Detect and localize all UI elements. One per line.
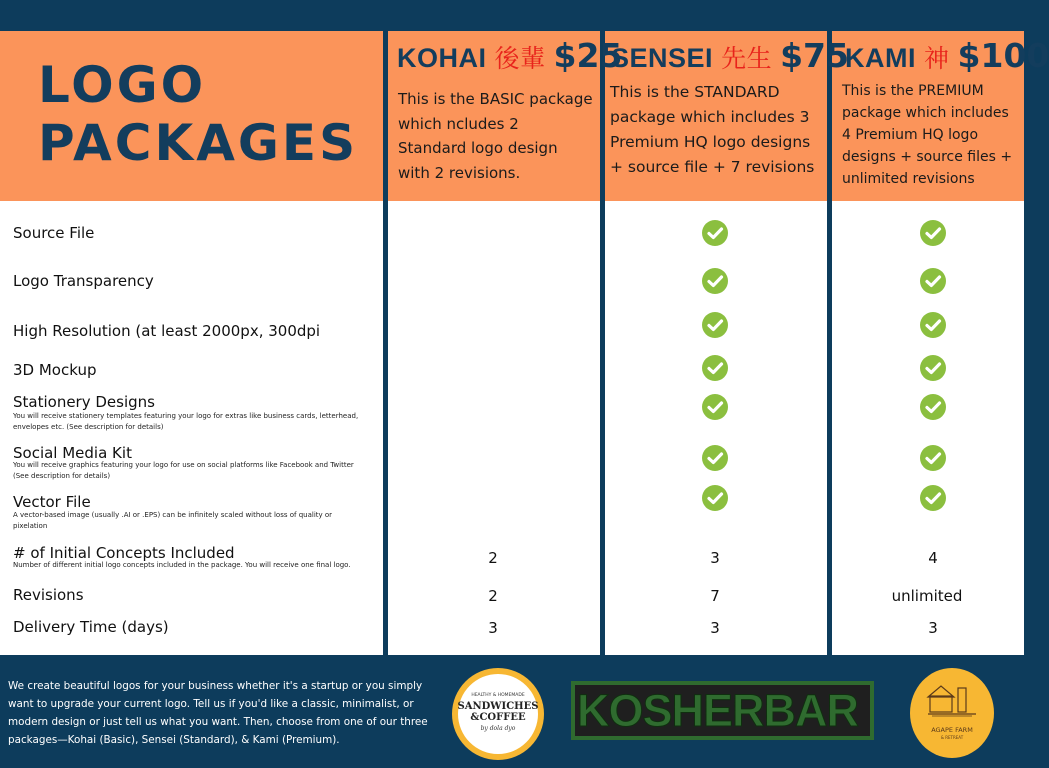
kohai-revisions-value: 2 xyxy=(488,587,498,605)
package-price: $25 xyxy=(553,36,623,75)
desc-line: This is the PREMIUM xyxy=(842,83,984,99)
feature-initial-concepts-desc xyxy=(13,560,351,571)
logo-tagline: HEALTHY & HOMEMADE xyxy=(471,693,525,698)
checkmark-icon xyxy=(920,445,946,471)
desc-line: which ncludes 2 xyxy=(398,114,519,133)
desc-line: unlimited revisions xyxy=(842,171,975,187)
footer-description xyxy=(8,677,428,749)
page-title xyxy=(38,56,358,172)
feature-desc-line: You will receive stationery templates featuring your logo for extras like business cards, letterhead, xyxy=(13,412,359,420)
sandwiches-coffee-logo xyxy=(452,668,544,760)
kami-delivery-value: 3 xyxy=(928,619,938,637)
footer-line: packages—Kohai (Basic), Sensei (Standard), & Kami (Premium). xyxy=(8,734,340,746)
agape-sub: & RETREAT xyxy=(940,735,964,740)
feature-desc-line: envelopes etc. (See description for details) xyxy=(13,423,164,431)
sensei-concepts-value: 3 xyxy=(710,549,720,567)
feature-desc-line: (See description for details) xyxy=(13,472,111,480)
package-sensei-desc xyxy=(610,80,814,180)
desc-line: This is the BASIC package xyxy=(398,90,593,108)
feature-vector-file: Vector File xyxy=(13,493,91,511)
desc-line: + source file + 7 revisions xyxy=(610,158,815,176)
feature-desc-line: You will receive graphics featuring your logo for use on social platforms like Facebook and Twitter xyxy=(13,461,354,469)
checkmark-icon xyxy=(920,220,946,246)
footer-line: modern design or just tell us what you want. Then, choose from one of our three xyxy=(8,716,428,728)
feature-high-resolution: High Resolution (at least 2000px, 300dpi xyxy=(13,322,321,340)
package-name-text: KAMI xyxy=(845,43,916,73)
package-kami-name xyxy=(845,36,1049,75)
checkmark-icon xyxy=(702,445,728,471)
package-name-text: SENSEI xyxy=(611,43,714,73)
package-kanji: 先生 xyxy=(721,44,773,73)
feature-initial-concepts: # of Initial Concepts Included xyxy=(13,544,235,562)
desc-line: package which includes xyxy=(842,105,1009,121)
footer-line: want to upgrade your current logo. Tell us if you'd like a classic, minimalist, or xyxy=(8,698,414,710)
package-name-text: KOHAI xyxy=(397,43,487,73)
sensei-delivery-value: 3 xyxy=(710,619,720,637)
kami-revisions-value: unlimited xyxy=(891,587,963,605)
package-price: $100 xyxy=(957,36,1049,75)
farm-illustration xyxy=(928,682,976,718)
checkmark-icon xyxy=(920,355,946,381)
logo-line2: &COFFEE xyxy=(470,712,526,723)
feature-vector-desc xyxy=(13,510,332,532)
kosher-text: KOSHER xyxy=(577,685,764,736)
agape-name: AGAPE FARM xyxy=(931,726,973,734)
feature-social-media-desc xyxy=(13,460,354,482)
feature-social-media-kit: Social Media Kit xyxy=(13,444,132,462)
checkmark-icon xyxy=(702,394,728,420)
checkmark-icon xyxy=(702,355,728,381)
checkmark-icon xyxy=(702,268,728,294)
kosher-bar-text xyxy=(577,687,858,734)
package-kohai-desc xyxy=(398,87,593,185)
kosher-bar-logo xyxy=(571,681,874,740)
feature-desc-line: pixelation xyxy=(13,522,48,530)
sensei-revisions-value: 7 xyxy=(710,587,720,605)
logo-line1: SANDWICHES xyxy=(457,701,539,712)
feature-delivery-time: Delivery Time (days) xyxy=(13,618,169,636)
checkmark-icon xyxy=(920,485,946,511)
package-kanji: 後輩 xyxy=(494,44,546,73)
desc-line: 4 Premium HQ logo xyxy=(842,127,979,143)
feature-desc-line: Number of different initial logo concepts included in the package. You will receive one final logo. xyxy=(13,561,351,569)
kami-concepts-value: 4 xyxy=(928,549,938,567)
desc-line: Standard logo design xyxy=(398,139,558,157)
feature-logo-transparency: Logo Transparency xyxy=(13,272,154,290)
feature-desc-line: A vector-based image (usually .AI or .EPS) can be infinitely scaled without loss of quality or xyxy=(13,511,333,519)
desc-line: package which includes 3 xyxy=(610,108,810,126)
page-title-line2: PACKAGES xyxy=(38,114,359,172)
package-kami-desc xyxy=(842,80,1012,190)
feature-revisions: Revisions xyxy=(13,586,84,604)
feature-source-file: Source File xyxy=(13,224,95,242)
bar-text: BAR xyxy=(763,685,859,736)
page-title-line1: LOGO xyxy=(38,56,207,114)
feature-3d-mockup: 3D Mockup xyxy=(13,361,97,379)
desc-line: with 2 revisions. xyxy=(398,163,521,182)
package-kanji: 神 xyxy=(924,44,950,73)
checkmark-icon xyxy=(702,485,728,511)
footer-line: We create beautiful logos for your business whether it's a startup or you simply xyxy=(8,680,423,692)
checkmark-icon xyxy=(702,220,728,246)
kohai-concepts-value: 2 xyxy=(488,549,498,567)
package-kohai-name xyxy=(397,36,622,75)
feature-stationery-desc xyxy=(13,411,358,433)
checkmark-icon xyxy=(702,312,728,338)
feature-stationery-designs: Stationery Designs xyxy=(13,393,155,411)
kohai-delivery-value: 3 xyxy=(488,619,498,637)
desc-line: designs + source files + xyxy=(842,149,1013,165)
desc-line: Premium HQ logo designs xyxy=(610,133,811,151)
desc-line: This is the STANDARD xyxy=(610,83,780,101)
checkmark-icon xyxy=(920,268,946,294)
logo-signature: by dola dyo xyxy=(480,725,516,732)
checkmark-icon xyxy=(920,394,946,420)
package-price: $75 xyxy=(780,36,849,75)
package-sensei-name xyxy=(611,36,849,75)
agape-farm-logo xyxy=(910,668,994,758)
checkmark-icon xyxy=(920,312,946,338)
